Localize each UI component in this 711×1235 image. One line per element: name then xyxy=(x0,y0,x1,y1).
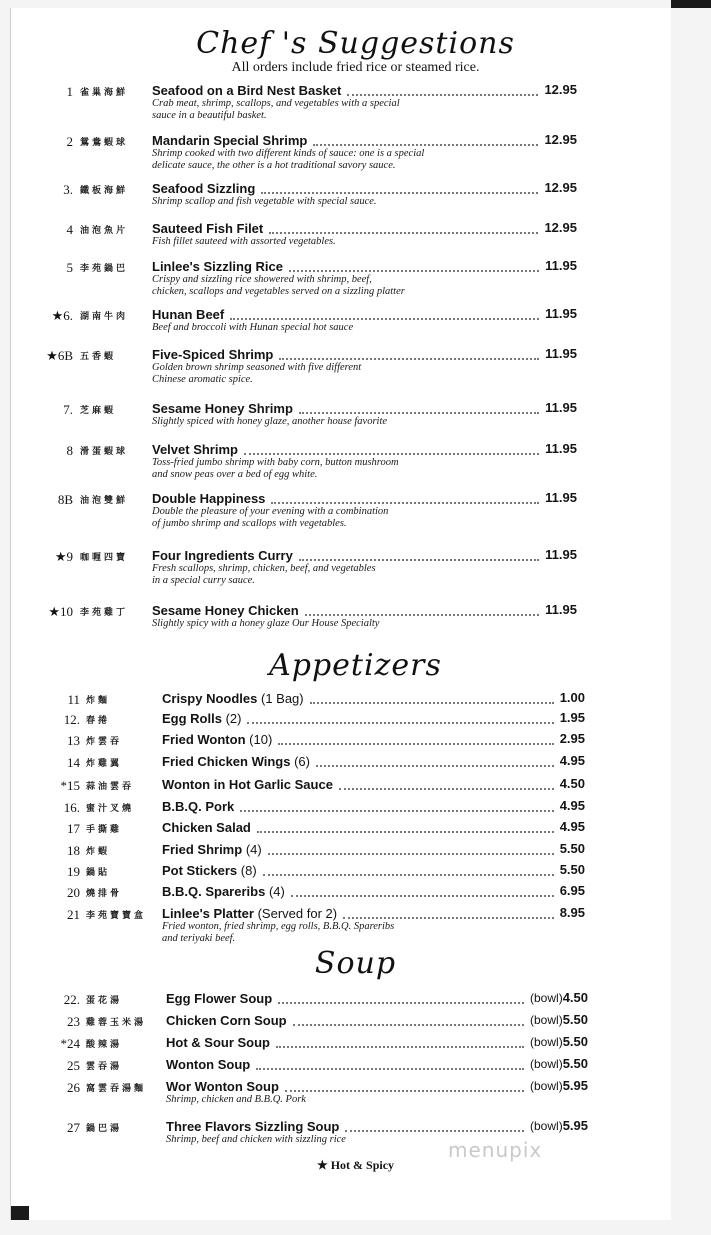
item-name xyxy=(152,221,263,236)
price-value: 12.95 xyxy=(544,220,577,235)
description-line: Shrimp scallop and fish vegetable with special sauce. xyxy=(152,196,377,207)
item-price xyxy=(544,180,577,195)
item-name xyxy=(162,754,310,769)
section-title-appetizers: Appetizers xyxy=(269,648,442,683)
price-value: 11.95 xyxy=(545,490,577,505)
item-name-text: Hunan Beef xyxy=(152,307,225,322)
dot-leader xyxy=(276,1044,524,1048)
item-price xyxy=(560,798,585,813)
item-name xyxy=(152,603,299,618)
item-name-text: Pot Stickers xyxy=(162,863,238,878)
item-name-text: Chicken Corn Soup xyxy=(166,1013,287,1028)
item-price xyxy=(560,710,585,725)
item-name-text: Double Happiness xyxy=(152,491,266,506)
price-value: 4.50 xyxy=(559,776,585,791)
price-value: 11.95 xyxy=(545,602,577,617)
item-number: 21 xyxy=(67,907,80,922)
description-line: Crab meat, shrimp, scallops, and vegetables with a special xyxy=(152,98,400,109)
price-value: 5.50 xyxy=(562,1012,588,1027)
dot-leader xyxy=(263,872,554,876)
item-name-text: Linlee's Sizzling Rice xyxy=(152,259,283,274)
item-chinese-name: 窩雲吞湯麵 xyxy=(86,1083,147,1093)
dot-leader xyxy=(261,190,538,194)
item-chinese-name: 滑蛋蝦球 xyxy=(80,446,129,456)
item-number: 7. xyxy=(63,402,73,417)
item-chinese-name: 鍋貼 xyxy=(86,867,111,877)
description-line: Toss-fried jumbo shrimp with baby corn, button mushroom xyxy=(152,457,399,468)
item-name xyxy=(166,1079,279,1094)
description-line: Fish fillet sauteed with assorted vegetables. xyxy=(152,236,336,247)
dot-leader xyxy=(257,829,554,833)
description-line: Double the pleasure of your evening with a combination xyxy=(152,506,389,517)
item-price xyxy=(560,776,585,791)
item-quantity-note: (8) xyxy=(240,863,257,878)
item-name xyxy=(152,491,265,506)
item-number: ★9 xyxy=(54,549,73,564)
item-description xyxy=(152,322,532,334)
dot-leader xyxy=(289,268,539,272)
item-price xyxy=(560,883,585,898)
item-description xyxy=(152,416,532,428)
item-number: 20 xyxy=(67,885,80,900)
item-quantity-note: (4) xyxy=(245,842,262,857)
item-description xyxy=(152,362,532,386)
item-description xyxy=(166,1094,546,1106)
item-name-text: Sesame Honey Shrimp xyxy=(152,401,293,416)
item-chinese-name: 五香蝦 xyxy=(80,351,117,361)
item-chinese-name: 手撕雞 xyxy=(86,824,123,834)
item-name-text: Egg Flower Soup xyxy=(166,991,273,1006)
item-number: 14 xyxy=(67,755,80,770)
item-chinese-name: 雀巢海鮮 xyxy=(80,87,129,97)
description-line: Shrimp, chicken and B.B.Q. Pork xyxy=(166,1094,306,1105)
item-chinese-name: 鴛鴦蝦球 xyxy=(80,137,129,147)
dot-leader xyxy=(345,1128,524,1132)
scan-edge xyxy=(11,1206,29,1220)
item-name-text: Egg Rolls xyxy=(162,711,222,726)
dot-leader xyxy=(256,1066,524,1070)
item-number: 8B xyxy=(57,492,73,507)
section-subtitle: All orders include fried rice or steamed rice. xyxy=(231,60,480,75)
item-number: 18 xyxy=(67,843,80,858)
item-quantity-note: (2) xyxy=(225,711,242,726)
item-number: ★6B xyxy=(46,348,73,363)
item-price xyxy=(545,441,577,456)
item-chinese-name: 李苑鍋巴 xyxy=(80,263,129,273)
item-name xyxy=(152,259,283,274)
description-line: Slightly spiced with honey glaze, another house favorite xyxy=(152,416,388,427)
description-line: and teriyaki beef. xyxy=(162,933,236,944)
bowl-label: (bowl) xyxy=(530,1035,563,1049)
item-name-text: Wonton Soup xyxy=(166,1057,251,1072)
item-name xyxy=(152,548,293,563)
item-number: 11 xyxy=(67,692,80,707)
price-value: 5.95 xyxy=(562,1078,588,1093)
dot-leader xyxy=(339,786,554,790)
item-name xyxy=(162,711,241,726)
item-name-text: B.B.Q. Pork xyxy=(162,799,235,814)
item-price xyxy=(560,731,585,746)
item-description xyxy=(162,921,542,945)
bowl-label: (bowl) xyxy=(530,1119,563,1133)
item-price xyxy=(560,753,585,768)
description-line: and snow peas over a bed of egg white. xyxy=(152,469,318,480)
item-price xyxy=(544,82,577,97)
price-value: 1.00 xyxy=(559,690,585,705)
dot-leader xyxy=(316,763,554,767)
item-chinese-name: 雲吞湯 xyxy=(86,1061,123,1071)
item-price xyxy=(560,690,585,705)
item-name xyxy=(162,906,337,921)
dot-leader xyxy=(230,316,539,320)
dot-leader xyxy=(268,851,554,855)
price-value: 5.95 xyxy=(562,1118,588,1133)
dot-leader xyxy=(299,410,539,414)
item-name xyxy=(162,884,285,899)
item-description xyxy=(152,274,532,298)
price-value: 1.95 xyxy=(559,710,585,725)
item-chinese-name: 炸麵 xyxy=(86,695,111,705)
description-line: sauce in a beautiful basket. xyxy=(152,110,267,121)
dot-leader xyxy=(305,612,539,616)
item-chinese-name: 芝麻蝦 xyxy=(80,405,117,415)
price-value: 8.95 xyxy=(559,905,585,920)
bowl-label: (bowl) xyxy=(530,1057,563,1071)
item-description xyxy=(152,563,532,587)
item-name xyxy=(152,307,224,322)
item-name-text: B.B.Q. Spareribs xyxy=(162,884,266,899)
item-number: 1 xyxy=(66,84,73,99)
item-name-text: Four Ingredients Curry xyxy=(152,548,293,563)
item-chinese-name: 蒜油雲吞 xyxy=(86,781,135,791)
item-chinese-name: 燒排骨 xyxy=(86,888,123,898)
price-value: 11.95 xyxy=(545,306,577,321)
item-name-text: Seafood Sizzling xyxy=(152,181,256,196)
price-value: 4.95 xyxy=(559,753,585,768)
item-chinese-name: 油泡雙鮮 xyxy=(80,495,129,505)
price-value: 5.50 xyxy=(562,1056,588,1071)
item-name-text: Wor Wonton Soup xyxy=(166,1079,279,1094)
price-value: 11.95 xyxy=(545,441,577,456)
item-price xyxy=(530,1056,588,1071)
dot-leader xyxy=(247,720,554,724)
section-title-chefs-suggestions: Chef 's Suggestions xyxy=(196,26,515,61)
item-number: ★10 xyxy=(48,604,73,619)
item-name-text: Mandarin Special Shrimp xyxy=(152,133,308,148)
item-number: 5 xyxy=(66,260,73,275)
dot-leader xyxy=(271,500,539,504)
item-name xyxy=(162,820,251,835)
item-price xyxy=(530,1034,588,1049)
item-name-text: Chicken Salad xyxy=(162,820,251,835)
hot-spicy-legend: ★ Hot & Spicy xyxy=(316,1158,395,1172)
item-name xyxy=(166,1013,287,1028)
dot-leader xyxy=(347,92,538,96)
item-number: 26 xyxy=(67,1080,80,1095)
item-quantity-note: (1 Bag) xyxy=(260,691,304,706)
item-name xyxy=(166,991,272,1006)
dot-leader xyxy=(343,915,554,919)
item-description xyxy=(152,506,532,530)
item-number: 2 xyxy=(66,134,73,149)
item-number: 25 xyxy=(67,1058,80,1073)
bowl-label: (bowl) xyxy=(530,991,563,1005)
dot-leader xyxy=(291,893,554,897)
item-number: ★6. xyxy=(51,308,73,323)
item-chinese-name: 炸雞翼 xyxy=(86,758,123,768)
item-number: 27 xyxy=(67,1120,80,1135)
description-line: Chinese aromatic spice. xyxy=(152,374,253,385)
price-value: 5.50 xyxy=(559,841,585,856)
item-name-text: Velvet Shrimp xyxy=(152,442,238,457)
item-price xyxy=(545,602,577,617)
item-quantity-note: (10) xyxy=(249,732,273,747)
item-price xyxy=(545,306,577,321)
price-value: 11.95 xyxy=(545,346,577,361)
price-value: 12.95 xyxy=(544,180,577,195)
description-line: Fried wonton, fried shrimp, egg rolls, B.B.Q. Spareribs xyxy=(162,921,395,932)
item-quantity-note: (Served for 2) xyxy=(257,906,338,921)
item-chinese-name: 春捲 xyxy=(86,715,111,725)
item-price xyxy=(545,346,577,361)
price-value: 11.95 xyxy=(545,547,577,562)
item-price xyxy=(545,490,577,505)
item-name xyxy=(162,799,234,814)
item-chinese-name: 油泡魚片 xyxy=(80,225,129,235)
item-name-text: Five-Spiced Shrimp xyxy=(152,347,274,362)
item-chinese-name: 雞蓉玉米湯 xyxy=(86,1017,147,1027)
item-number: 13 xyxy=(67,733,80,748)
dot-leader xyxy=(293,1022,524,1026)
item-number: 12. xyxy=(63,712,80,727)
item-number: *15 xyxy=(60,778,80,793)
description-line: of jumbo shrimp and scallops with vegetables. xyxy=(152,518,347,529)
description-line: chicken, scallops and vegetables served on a sizzling platter xyxy=(152,286,405,297)
watermark-logo: menupix xyxy=(448,1138,543,1162)
item-name xyxy=(162,863,257,878)
item-name xyxy=(166,1057,250,1072)
description-line: delicate sauce, the other is a hot traditional savory sauce. xyxy=(152,160,396,171)
price-value: 4.50 xyxy=(562,990,588,1005)
item-chinese-name: 蜜汁叉燒 xyxy=(86,803,135,813)
item-name-text: Seafood on a Bird Nest Basket xyxy=(152,83,342,98)
item-description xyxy=(152,98,532,122)
item-quantity-note: (4) xyxy=(268,884,285,899)
dot-leader xyxy=(244,451,539,455)
description-line: Shrimp cooked with two different kinds of sauce: one is a special xyxy=(152,148,425,159)
dot-leader xyxy=(285,1088,524,1092)
item-price xyxy=(560,905,585,920)
item-name-text: Crispy Noodles xyxy=(162,691,258,706)
scan-edge xyxy=(671,0,711,8)
item-price xyxy=(530,1012,588,1027)
item-name xyxy=(152,181,255,196)
item-price xyxy=(560,841,585,856)
price-value: 12.95 xyxy=(544,132,577,147)
item-name xyxy=(152,133,307,148)
item-name-text: Sauteed Fish Filet xyxy=(152,221,264,236)
section-title-soup: Soup xyxy=(314,946,397,981)
price-value: 4.95 xyxy=(559,798,585,813)
item-description xyxy=(152,196,532,208)
item-chinese-name: 鍋巴湯 xyxy=(86,1123,123,1133)
price-value: 4.95 xyxy=(559,819,585,834)
price-value: 11.95 xyxy=(545,258,577,273)
item-name-text: Linlee's Platter xyxy=(162,906,254,921)
item-number: 8 xyxy=(66,443,73,458)
item-name xyxy=(162,732,272,747)
item-number: 17 xyxy=(67,821,80,836)
item-description xyxy=(152,457,532,481)
item-chinese-name: 湖南牛肉 xyxy=(80,311,129,321)
item-name xyxy=(162,842,262,857)
item-chinese-name: 咖喱四寶 xyxy=(80,552,129,562)
item-name xyxy=(162,691,304,706)
item-name-text: Fried Shrimp xyxy=(162,842,243,857)
item-name xyxy=(152,442,238,457)
description-line: in a special curry sauce. xyxy=(152,575,255,586)
price-value: 6.95 xyxy=(559,883,585,898)
item-chinese-name: 李苑雞丁 xyxy=(80,607,129,617)
bowl-label: (bowl) xyxy=(530,1013,563,1027)
item-name xyxy=(152,83,341,98)
item-number: 22. xyxy=(63,992,80,1007)
dot-leader xyxy=(279,356,539,360)
item-chinese-name: 蛋花湯 xyxy=(86,995,123,1005)
description-line: Beef and broccoli with Hunan special hot sauce xyxy=(152,322,354,333)
item-quantity-note: (6) xyxy=(294,754,310,769)
item-price xyxy=(530,1078,588,1093)
dot-leader xyxy=(310,700,554,704)
item-number: *24 xyxy=(60,1036,80,1051)
dot-leader xyxy=(240,808,554,812)
item-number: 16. xyxy=(63,800,80,815)
item-number: 19 xyxy=(67,864,80,879)
item-name-text: Sesame Honey Chicken xyxy=(152,603,299,618)
item-price xyxy=(544,220,577,235)
item-price xyxy=(545,547,577,562)
item-name-text: Fried Chicken Wings xyxy=(162,754,291,769)
item-price xyxy=(530,990,588,1005)
description-line: Fresh scallops, shrimp, chicken, beef, and vegetables xyxy=(152,563,376,574)
dot-leader xyxy=(299,557,539,561)
item-number: 23 xyxy=(67,1014,80,1029)
description-line: Slightly spicy with a honey glaze Our House Specialty xyxy=(152,618,380,629)
item-name xyxy=(152,401,293,416)
description-line: Shrimp, beef and chicken with sizzling rice xyxy=(166,1134,346,1145)
item-description xyxy=(152,148,532,172)
item-price xyxy=(530,1118,588,1133)
item-name xyxy=(152,347,273,362)
item-chinese-name: 炸雲吞 xyxy=(86,736,123,746)
dot-leader xyxy=(313,142,538,146)
item-number: 4 xyxy=(66,222,73,237)
item-name-text: Wonton in Hot Garlic Sauce xyxy=(162,777,333,792)
item-name xyxy=(166,1119,339,1134)
description-line: Golden brown shrimp seasoned with five different xyxy=(152,362,362,373)
dot-leader xyxy=(269,230,538,234)
item-name-text: Three Flavors Sizzling Soup xyxy=(166,1119,340,1134)
dot-leader xyxy=(278,741,554,745)
item-price xyxy=(545,400,577,415)
item-chinese-name: 李苑寶寶盒 xyxy=(86,910,147,920)
item-name xyxy=(166,1035,270,1050)
item-price xyxy=(560,819,585,834)
item-description xyxy=(152,236,532,248)
price-value: 12.95 xyxy=(544,82,577,97)
price-value: 5.50 xyxy=(562,1034,588,1049)
description-line: Crispy and sizzling rice showered with shrimp, beef, xyxy=(152,274,372,285)
item-name xyxy=(162,777,333,792)
bowl-label: (bowl) xyxy=(530,1079,563,1093)
price-value: 2.95 xyxy=(559,731,585,746)
item-price xyxy=(545,258,577,273)
dot-leader xyxy=(278,1000,524,1004)
item-chinese-name: 炸蝦 xyxy=(86,846,111,856)
item-price xyxy=(560,862,585,877)
price-value: 5.50 xyxy=(559,862,585,877)
item-name-text: Hot & Sour Soup xyxy=(166,1035,270,1050)
item-chinese-name: 酸辣湯 xyxy=(86,1039,123,1049)
item-name-text: Fried Wonton xyxy=(162,732,246,747)
item-price xyxy=(544,132,577,147)
item-chinese-name: 鐵板海鮮 xyxy=(80,185,129,195)
price-value: 11.95 xyxy=(545,400,577,415)
item-description xyxy=(152,618,532,630)
item-number: 3. xyxy=(63,182,73,197)
